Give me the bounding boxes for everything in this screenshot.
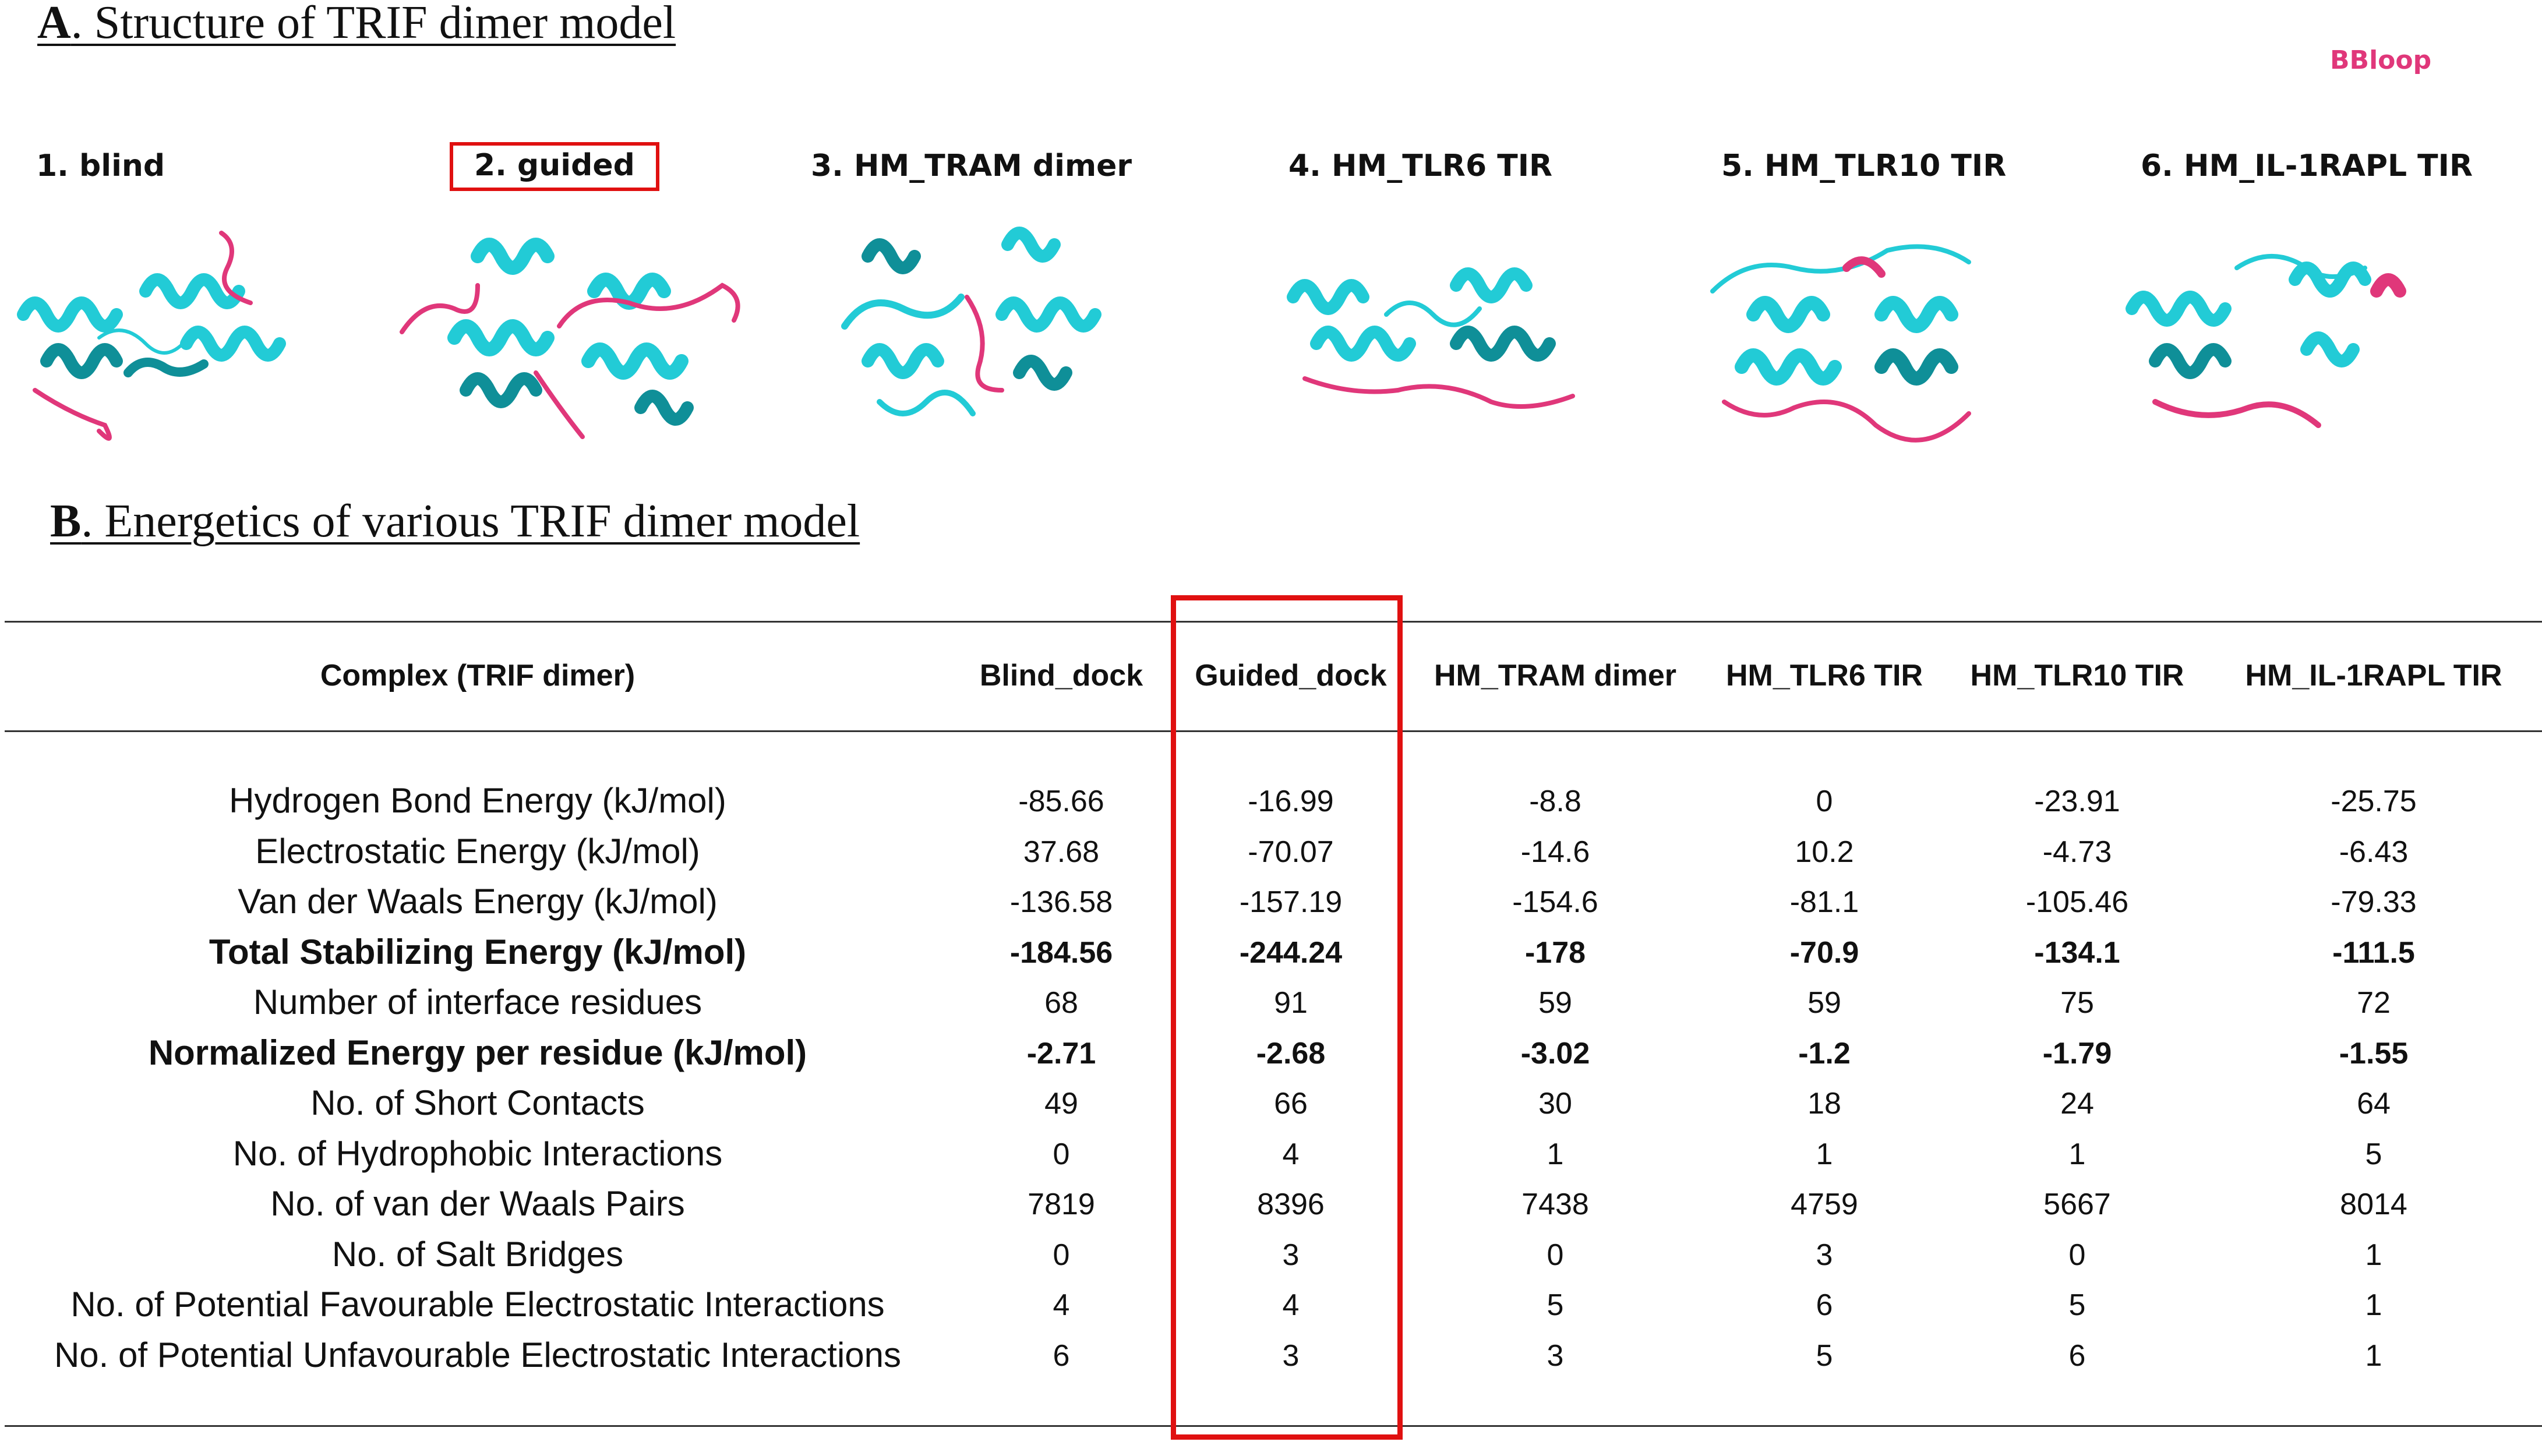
cell-blind-dock: -184.56 xyxy=(1009,935,1113,970)
cell-hm-il1rapl: -25.75 xyxy=(2331,784,2417,818)
cell-hm-tlr6: -70.9 xyxy=(1789,935,1859,970)
model-label-guided: 2. guided xyxy=(450,142,659,191)
cell-hm-tram: 30 xyxy=(1538,1087,1572,1121)
cell-hm-il1rapl: 8014 xyxy=(2340,1188,2407,1221)
cell-hm-tram: -178 xyxy=(1524,935,1586,970)
row-label: Hydrogen Bond Energy (kJ/mol) xyxy=(229,781,726,820)
cell-hm-tlr6: 18 xyxy=(1807,1087,1841,1121)
cell-hm-tram: 1 xyxy=(1547,1137,1564,1171)
row-label: Van der Waals Energy (kJ/mol) xyxy=(238,882,718,921)
cell-hm-tlr10: 5 xyxy=(2068,1288,2086,1322)
cell-hm-tlr6: 1 xyxy=(1816,1137,1833,1171)
cell-hm-tlr6: 0 xyxy=(1816,784,1833,818)
row-label: Electrostatic Energy (kJ/mol) xyxy=(255,831,700,871)
cell-guided-dock: -157.19 xyxy=(1239,885,1343,919)
model-label-hm-tlr6: 4. HM_TLR6 TIR xyxy=(1288,149,1553,183)
cell-hm-tlr6: 3 xyxy=(1816,1238,1833,1272)
cell-guided-dock: -244.24 xyxy=(1239,935,1343,970)
bbloop-legend: BBloop xyxy=(2330,45,2432,75)
protein-structure-hm-tlr6 xyxy=(1281,221,1608,454)
header-hm-tram-dimer: HM_TRAM dimer xyxy=(1434,659,1677,692)
cell-hm-il1rapl: 1 xyxy=(2365,1288,2382,1322)
section-b-title-text: . Energetics of various TRIF dimer model xyxy=(81,496,860,547)
cell-guided-dock: 8396 xyxy=(1257,1188,1325,1221)
guided-dock-highlight-box xyxy=(1171,595,1403,1440)
cell-guided-dock: 4 xyxy=(1282,1288,1300,1322)
row-label: No. of Potential Favourable Electrostatic Interactions xyxy=(70,1285,885,1324)
cell-blind-dock: -85.66 xyxy=(1018,784,1104,818)
row-label: Total Stabilizing Energy (kJ/mol) xyxy=(209,932,747,971)
cell-guided-dock: 91 xyxy=(1274,986,1308,1020)
cell-hm-tlr10: -23.91 xyxy=(2034,784,2120,818)
cell-hm-il1rapl: 1 xyxy=(2365,1238,2382,1272)
cell-hm-tlr6: 4759 xyxy=(1791,1188,1858,1221)
section-b-title xyxy=(50,495,860,548)
header-hm-il1rapl-tir: HM_IL-1RAPL TIR xyxy=(2245,659,2502,692)
cell-guided-dock: 3 xyxy=(1282,1338,1300,1373)
section-a-letter: A xyxy=(37,0,71,48)
section-a-title xyxy=(37,0,676,50)
cell-hm-il1rapl: -79.33 xyxy=(2331,885,2417,919)
row-label: No. of van der Waals Pairs xyxy=(270,1184,685,1223)
cell-hm-tlr10: 6 xyxy=(2068,1338,2086,1373)
row-label: No. of Short Contacts xyxy=(310,1083,645,1122)
cell-blind-dock: 4 xyxy=(1053,1288,1070,1322)
cell-hm-tlr10: 24 xyxy=(2060,1087,2094,1121)
protein-structure-guided xyxy=(396,221,757,454)
cell-hm-il1rapl: -111.5 xyxy=(2332,935,2415,970)
cell-hm-tlr10: 5667 xyxy=(2043,1188,2111,1221)
cell-hm-tlr10: -4.73 xyxy=(2042,835,2112,869)
cell-blind-dock: 49 xyxy=(1044,1087,1078,1121)
cell-blind-dock: 0 xyxy=(1053,1137,1070,1171)
cell-hm-tram: -14.6 xyxy=(1520,835,1590,869)
cell-guided-dock: 4 xyxy=(1282,1137,1300,1171)
row-label: No. of Potential Unfavourable Electrostatic Interactions xyxy=(54,1335,902,1374)
row-label: Normalized Energy per residue (kJ/mol) xyxy=(148,1033,807,1072)
cell-hm-il1rapl: 64 xyxy=(2357,1087,2391,1121)
cell-guided-dock: 3 xyxy=(1282,1238,1300,1272)
header-blind-dock: Blind_dock xyxy=(979,659,1143,692)
header-hm-tlr10-tir: HM_TLR10 TIR xyxy=(1970,659,2184,692)
cell-hm-tlr6: 6 xyxy=(1816,1288,1833,1322)
cell-hm-tram: 5 xyxy=(1547,1288,1564,1322)
cell-hm-il1rapl: -1.55 xyxy=(2339,1036,2409,1070)
model-label-hm-il1rapl: 6. HM_IL-1RAPL TIR xyxy=(2141,149,2473,183)
cell-guided-dock: 66 xyxy=(1274,1087,1308,1121)
row-label: Number of interface residues xyxy=(253,983,702,1022)
cell-blind-dock: 6 xyxy=(1053,1338,1070,1373)
model-label-hm-tram: 3. HM_TRAM dimer xyxy=(811,149,1132,183)
cell-hm-tlr10: -1.79 xyxy=(2042,1036,2112,1070)
cell-hm-il1rapl: 72 xyxy=(2357,986,2391,1020)
cell-hm-il1rapl: -6.43 xyxy=(2339,835,2409,869)
cell-hm-il1rapl: 5 xyxy=(2365,1137,2382,1171)
cell-blind-dock: -2.71 xyxy=(1026,1036,1096,1070)
cell-hm-tlr10: -134.1 xyxy=(2034,935,2120,970)
cell-hm-tlr10: 1 xyxy=(2068,1137,2086,1171)
protein-structure-hm-tram xyxy=(833,221,1136,454)
cell-hm-tlr6: -81.1 xyxy=(1789,885,1859,919)
cell-hm-tram: 0 xyxy=(1547,1238,1564,1272)
cell-hm-tram: 3 xyxy=(1547,1338,1564,1373)
cell-hm-il1rapl: 1 xyxy=(2365,1338,2382,1373)
cell-hm-tlr6: 5 xyxy=(1816,1338,1833,1373)
cell-guided-dock: -16.99 xyxy=(1248,784,1334,818)
model-label-blind: 1. blind xyxy=(36,149,165,183)
header-guided-dock: Guided_dock xyxy=(1195,659,1387,692)
cell-hm-tram: -8.8 xyxy=(1529,784,1581,818)
row-label: No. of Hydrophobic Interactions xyxy=(232,1133,723,1173)
header-hm-tlr6-tir: HM_TLR6 TIR xyxy=(1726,659,1923,692)
cell-hm-tlr6: 59 xyxy=(1807,986,1841,1020)
row-label: No. of Salt Bridges xyxy=(331,1234,624,1274)
cell-blind-dock: -136.58 xyxy=(1009,885,1113,919)
cell-hm-tlr6: -1.2 xyxy=(1798,1036,1851,1070)
cell-hm-tram: 7438 xyxy=(1521,1188,1589,1221)
cell-hm-tram: -3.02 xyxy=(1520,1036,1590,1070)
cell-blind-dock: 68 xyxy=(1044,986,1078,1020)
protein-structure-hm-il1rapl xyxy=(2120,221,2446,454)
cell-blind-dock: 7819 xyxy=(1028,1188,1095,1221)
cell-hm-tlr10: -105.46 xyxy=(2025,885,2129,919)
cell-hm-tram: -154.6 xyxy=(1512,885,1598,919)
cell-hm-tlr6: 10.2 xyxy=(1795,835,1854,869)
protein-structure-hm-tlr10 xyxy=(1707,221,2033,454)
cell-hm-tlr10: 75 xyxy=(2060,986,2094,1020)
section-b-letter: B xyxy=(50,496,82,547)
cell-guided-dock: -70.07 xyxy=(1248,835,1334,869)
cell-hm-tlr10: 0 xyxy=(2068,1238,2086,1272)
header-complex: Complex (TRIF dimer) xyxy=(320,659,636,692)
section-a-title-text: . Structure of TRIF dimer model xyxy=(70,0,676,48)
cell-guided-dock: -2.68 xyxy=(1256,1036,1326,1070)
model-label-hm-tlr10: 5. HM_TLR10 TIR xyxy=(1721,149,2007,183)
protein-structure-blind xyxy=(12,221,326,454)
cell-blind-dock: 37.68 xyxy=(1023,835,1100,869)
cell-hm-tram: 59 xyxy=(1538,986,1572,1020)
cell-blind-dock: 0 xyxy=(1053,1238,1070,1272)
